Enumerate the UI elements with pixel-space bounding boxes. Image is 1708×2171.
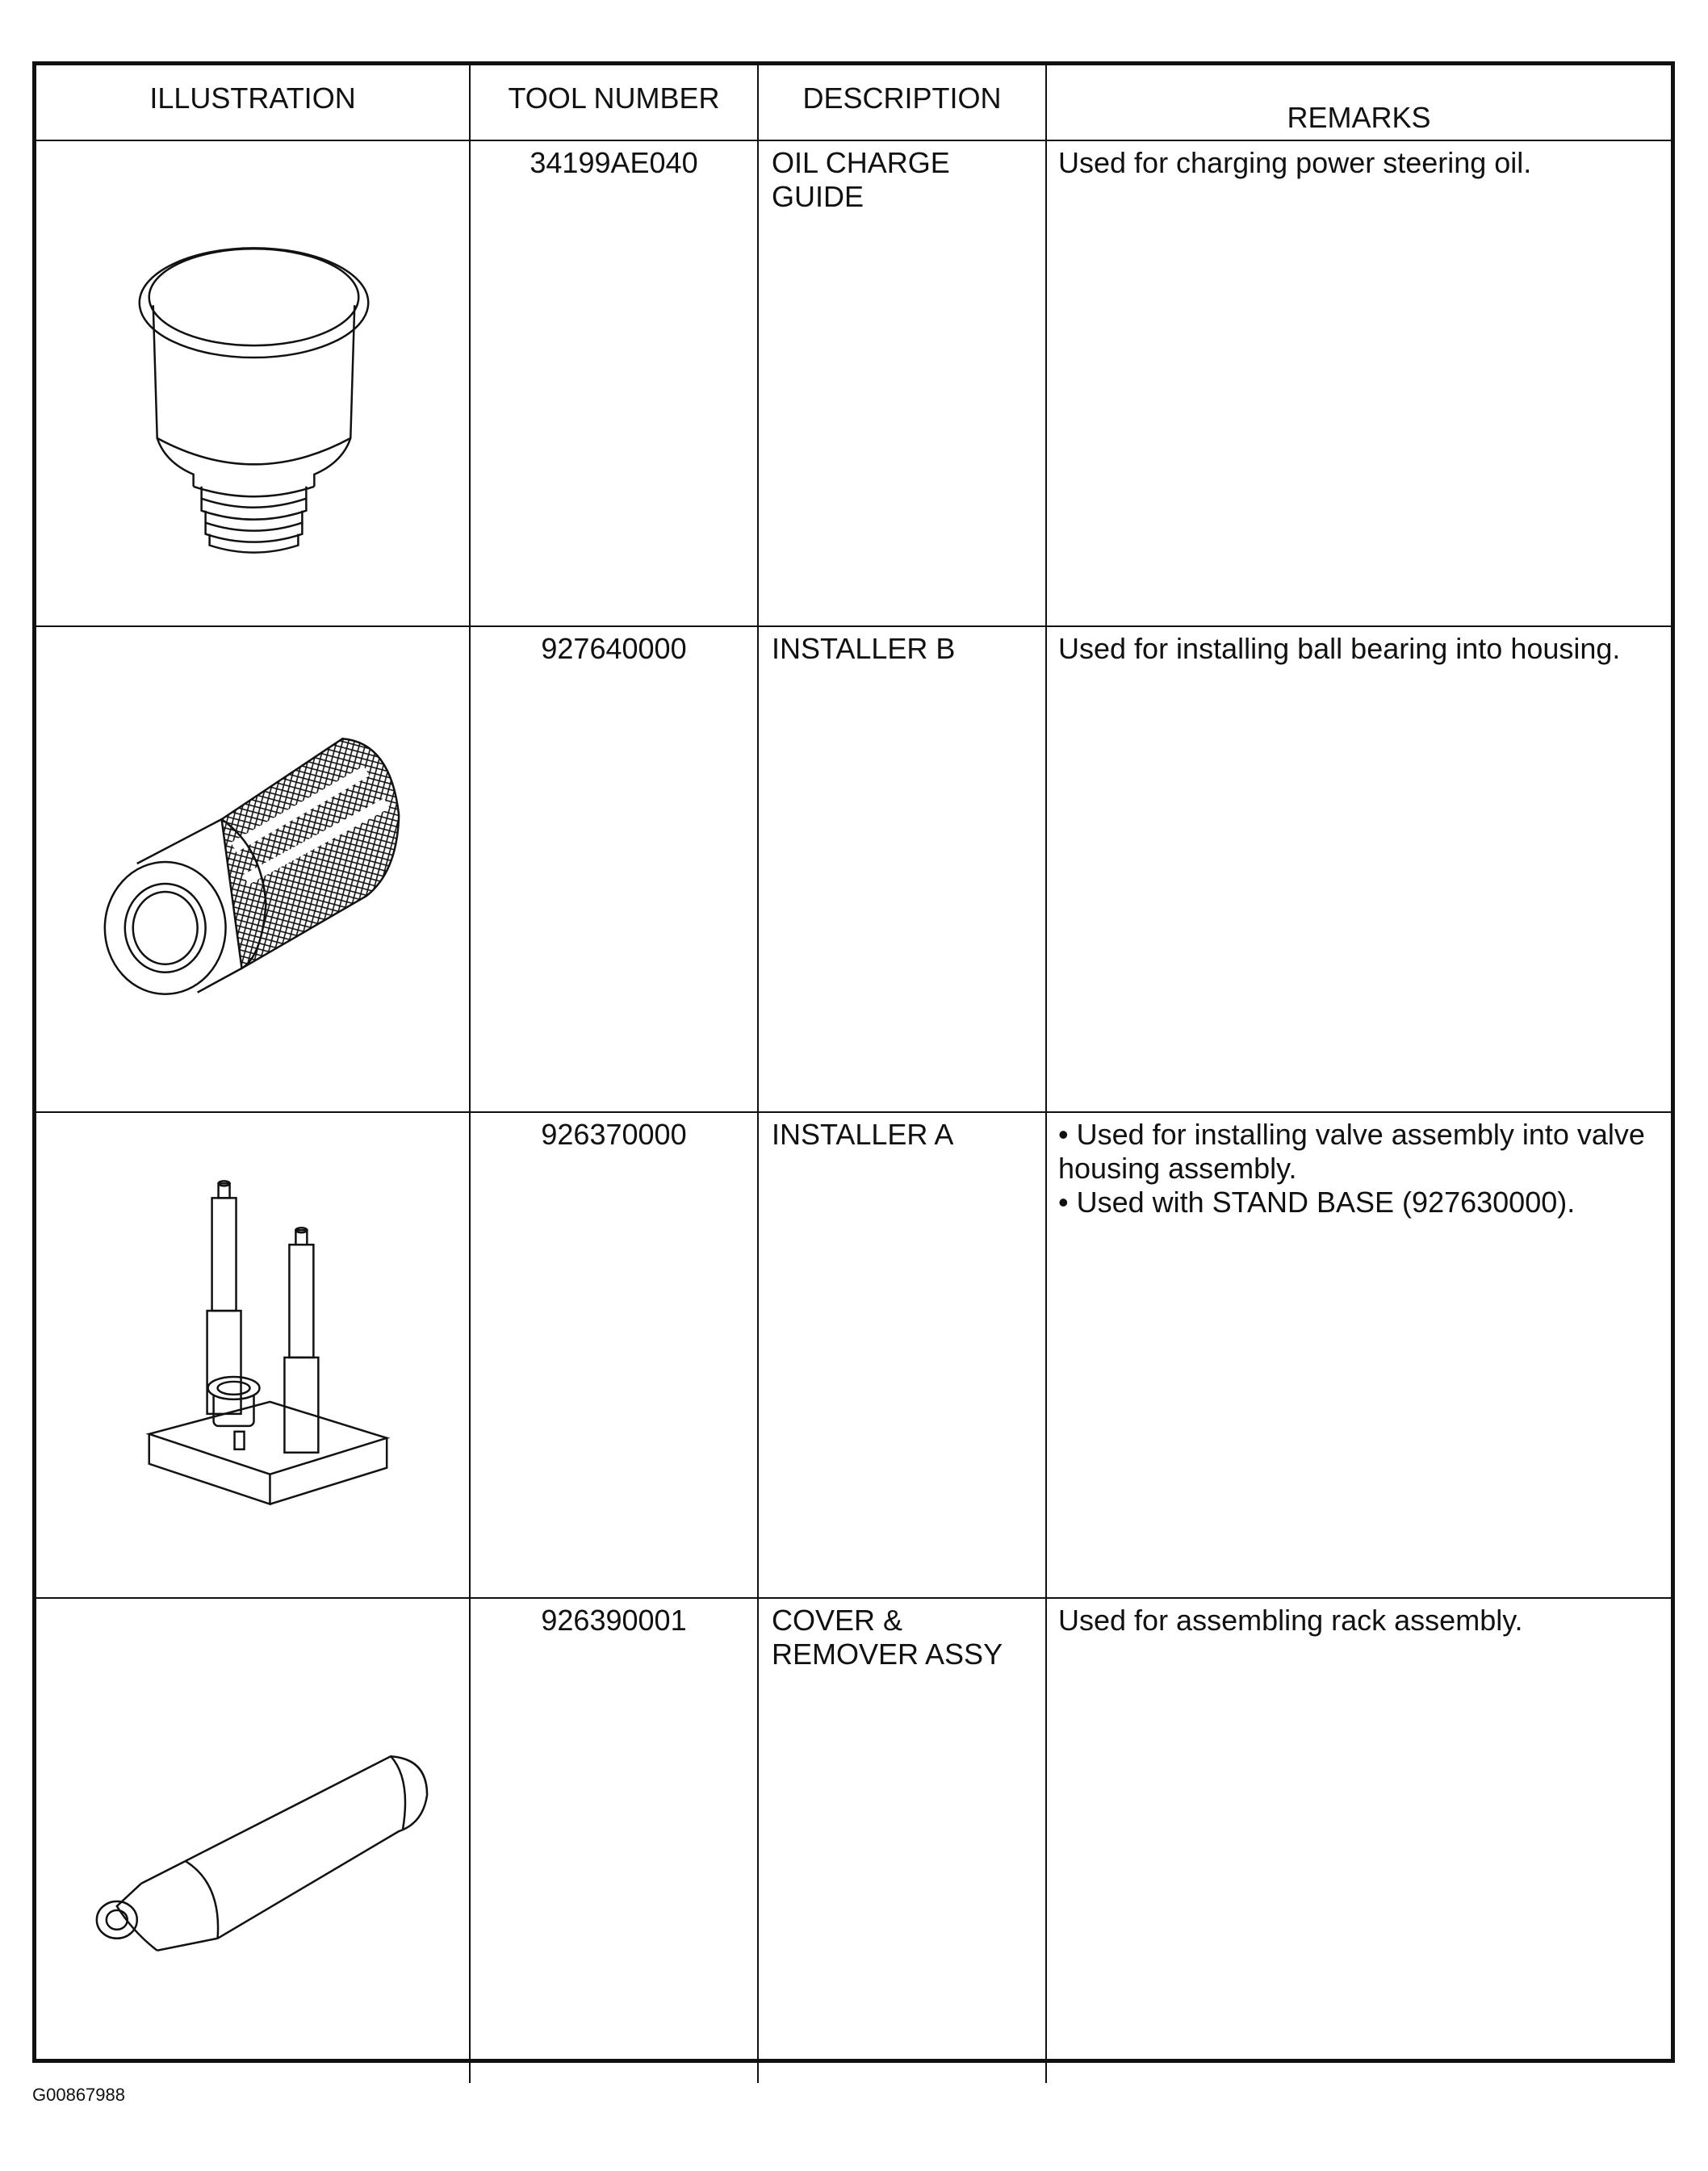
illustration-cell — [36, 626, 470, 1112]
remark-line: • Used for installing valve assembly into valve housing assembly. — [1058, 1118, 1645, 1185]
header-tool-number: TOOL NUMBER — [470, 65, 758, 140]
remark-line: Used for charging power steering oil. — [1058, 146, 1532, 179]
special-tools-table-frame — [32, 61, 1675, 2063]
table-row — [36, 140, 1671, 626]
illustration-cell — [36, 1112, 470, 1598]
tool-number-cell: 926370000 — [470, 1112, 758, 1598]
table-row — [36, 1112, 1671, 1598]
description-cell: OIL CHARGE GUIDE — [758, 140, 1046, 626]
table-header-row — [36, 65, 1671, 140]
remarks-cell — [1046, 140, 1671, 626]
description-cell: INSTALLER A — [758, 1112, 1046, 1598]
header-remarks: REMARKS — [1046, 65, 1671, 140]
tool-number-cell: 926390001 — [470, 1598, 758, 2083]
figure-id: G00867988 — [32, 2085, 125, 2105]
installer-a-illustration — [36, 1113, 469, 1597]
header-illustration: ILLUSTRATION — [36, 65, 470, 140]
special-tools-table — [36, 65, 1671, 2083]
table-row — [36, 1598, 1671, 2083]
tool-number-cell: 34199AE040 — [470, 140, 758, 626]
table-row — [36, 626, 1671, 1112]
remark-line: Used for assembling rack assembly. — [1058, 1604, 1523, 1637]
tool-number-cell: 927640000 — [470, 626, 758, 1112]
oil-charge-guide-illustration — [36, 141, 469, 625]
description-cell: COVER & REMOVER ASSY — [758, 1598, 1046, 2083]
cover-remover-assy-illustration — [36, 1599, 469, 2083]
installer-b-illustration — [36, 627, 469, 1111]
header-description: DESCRIPTION — [758, 65, 1046, 140]
illustration-cell — [36, 1598, 470, 2083]
remark-line: • Used with STAND BASE (927630000). — [1058, 1186, 1576, 1219]
remark-line: Used for installing ball bearing into housing. — [1058, 632, 1621, 665]
illustration-cell — [36, 140, 470, 626]
remarks-cell — [1046, 626, 1671, 1112]
remarks-cell — [1046, 1598, 1671, 2083]
remarks-cell — [1046, 1112, 1671, 1598]
description-cell: INSTALLER B — [758, 626, 1046, 1112]
